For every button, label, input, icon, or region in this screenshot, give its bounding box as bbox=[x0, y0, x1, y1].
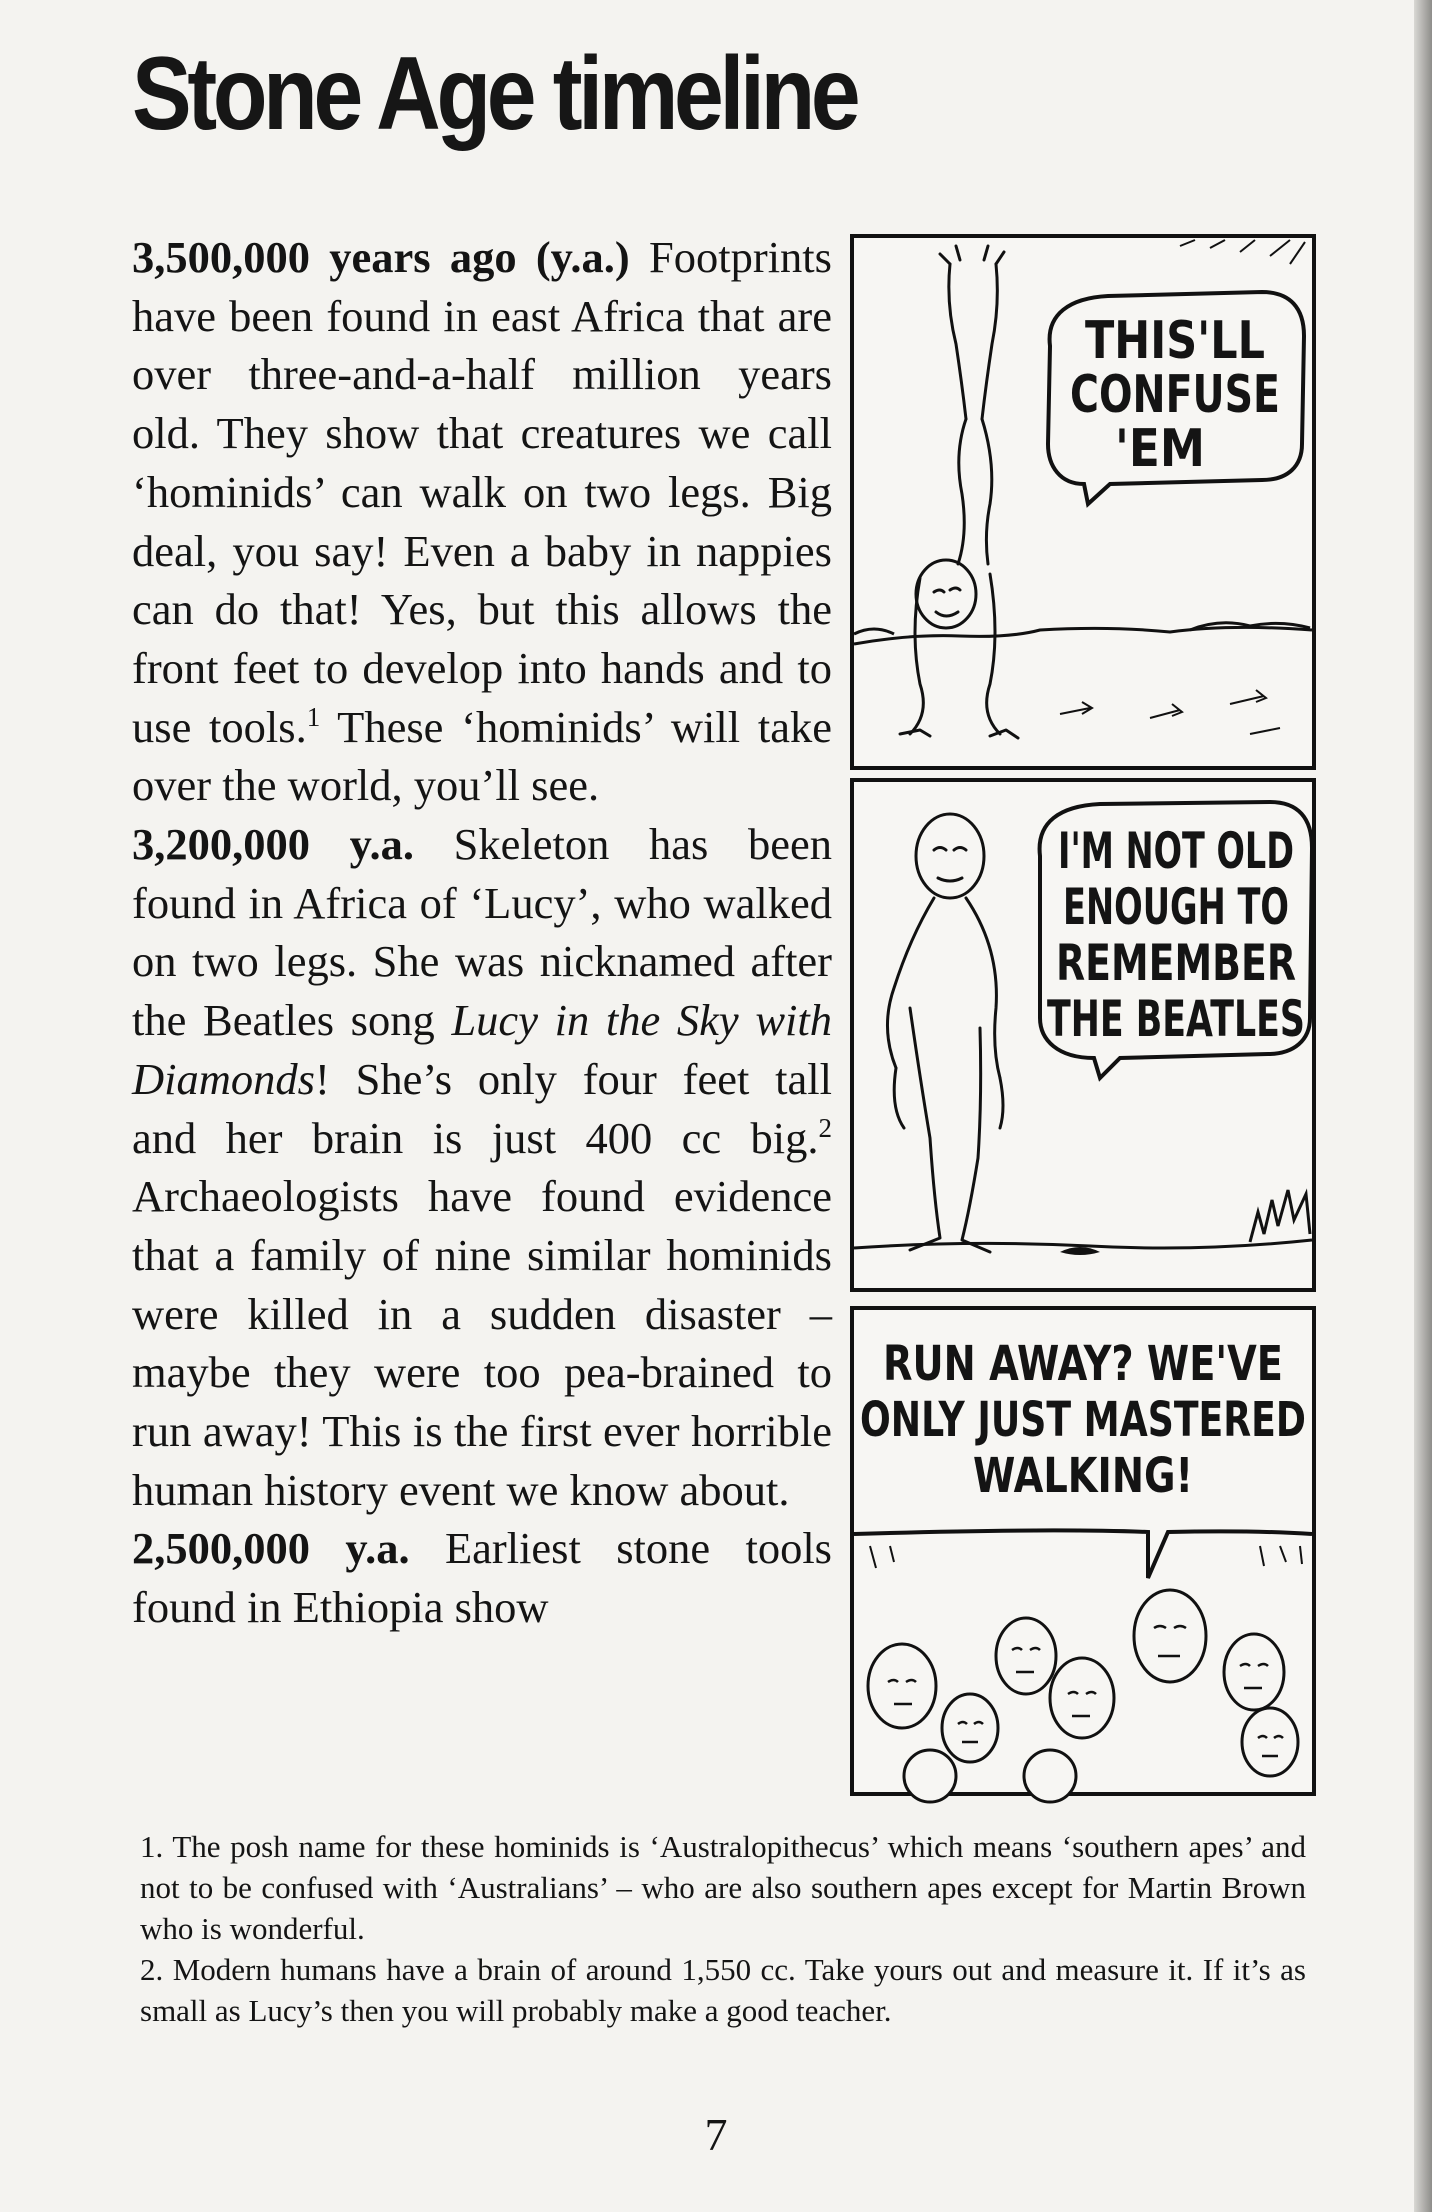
song-title: Lucy in the Sky with Diamonds bbox=[132, 995, 833, 1104]
entry-date: 3,500,000 years ago (y.a.) bbox=[132, 232, 630, 282]
entry-date: 3,200,000 y.a. bbox=[132, 819, 414, 870]
cartoon-handstand bbox=[850, 234, 1316, 770]
entry-text: Footprints have been found in east Africa that are over three-and-a-half million years old. They show that creatures we call ‘hominids’ can walk on two legs. Big deal, you say! Even a baby in nappies can do that! Yes, but this allows the front feet to develop into hands and to use tools. bbox=[132, 232, 832, 752]
speech-line: ENOUGH TO bbox=[1063, 878, 1289, 936]
entry-text: These ‘hominids’ will take over the world, you’ll see. bbox=[132, 701, 832, 811]
timeline-entry bbox=[132, 228, 832, 815]
footnote: 1. The posh name for these hominids is ‘Australopithecus’ which means ‘southern apes’ and not to be confused with ‘Australians’ – who are also southern apes except for Martin Brown who is wonderful. bbox=[140, 1829, 1306, 1946]
entry-text: Skeleton has been found in Africa of ‘Lucy’, who walked on two legs. She was nicknamed after the Beatles song bbox=[132, 819, 833, 1046]
speech-line: I'M NOT OLD bbox=[1058, 822, 1294, 880]
speech-line: REMEMBER bbox=[1056, 934, 1296, 992]
page-title: Stone Age timeline bbox=[132, 36, 857, 152]
entry-date: 2,500,000 y.a. bbox=[132, 1523, 410, 1574]
page-edge bbox=[1414, 0, 1432, 2212]
speech-line: RUN AWAY? WE'VE bbox=[883, 1336, 1283, 1392]
cartoon-handstand-illustration bbox=[850, 234, 1316, 770]
entry-text: Earliest stone tools found in Ethiopia show bbox=[132, 1523, 832, 1633]
page-number: 7 bbox=[704, 2109, 728, 2160]
footnote-ref: 1 bbox=[306, 701, 321, 732]
timeline-entry bbox=[132, 815, 832, 1519]
speech-line: ONLY JUST MASTERED bbox=[860, 1392, 1306, 1448]
footnote: 2. Modern humans have a brain of around 1,550 cc. Take yours out and measure it. If it’s as small as Lucy’s then you will probably make a good teacher. bbox=[140, 1952, 1306, 2028]
cartoon-lucy bbox=[850, 778, 1316, 1292]
footnotes bbox=[140, 1826, 1306, 2031]
timeline-entry bbox=[132, 1519, 832, 1636]
entry-text: ! She’s only four feet tall and her brain is just 400 cc big. bbox=[132, 1053, 832, 1163]
speech-line: WALKING! bbox=[973, 1448, 1193, 1504]
speech-line: 'EM bbox=[1115, 419, 1205, 479]
speech-line: THIS'LL bbox=[1085, 311, 1265, 371]
speech-line: CONFUSE bbox=[1070, 365, 1280, 425]
timeline-text bbox=[132, 228, 832, 1637]
cartoon-lucy-illustration bbox=[850, 778, 1316, 1292]
cartoon-family-illustration bbox=[850, 1306, 1316, 1796]
cartoon-hominid-family bbox=[850, 1306, 1316, 1796]
speech-line: THE BEATLES bbox=[1047, 990, 1305, 1048]
entry-text: Archaeologists have found evidence that a family of nine similar hominids were killed in a sudden disaster – maybe they were too pea-brained to run away! This is the first ever horrible human history event we know about. bbox=[132, 1171, 832, 1515]
footnote-ref: 2 bbox=[818, 1112, 832, 1143]
